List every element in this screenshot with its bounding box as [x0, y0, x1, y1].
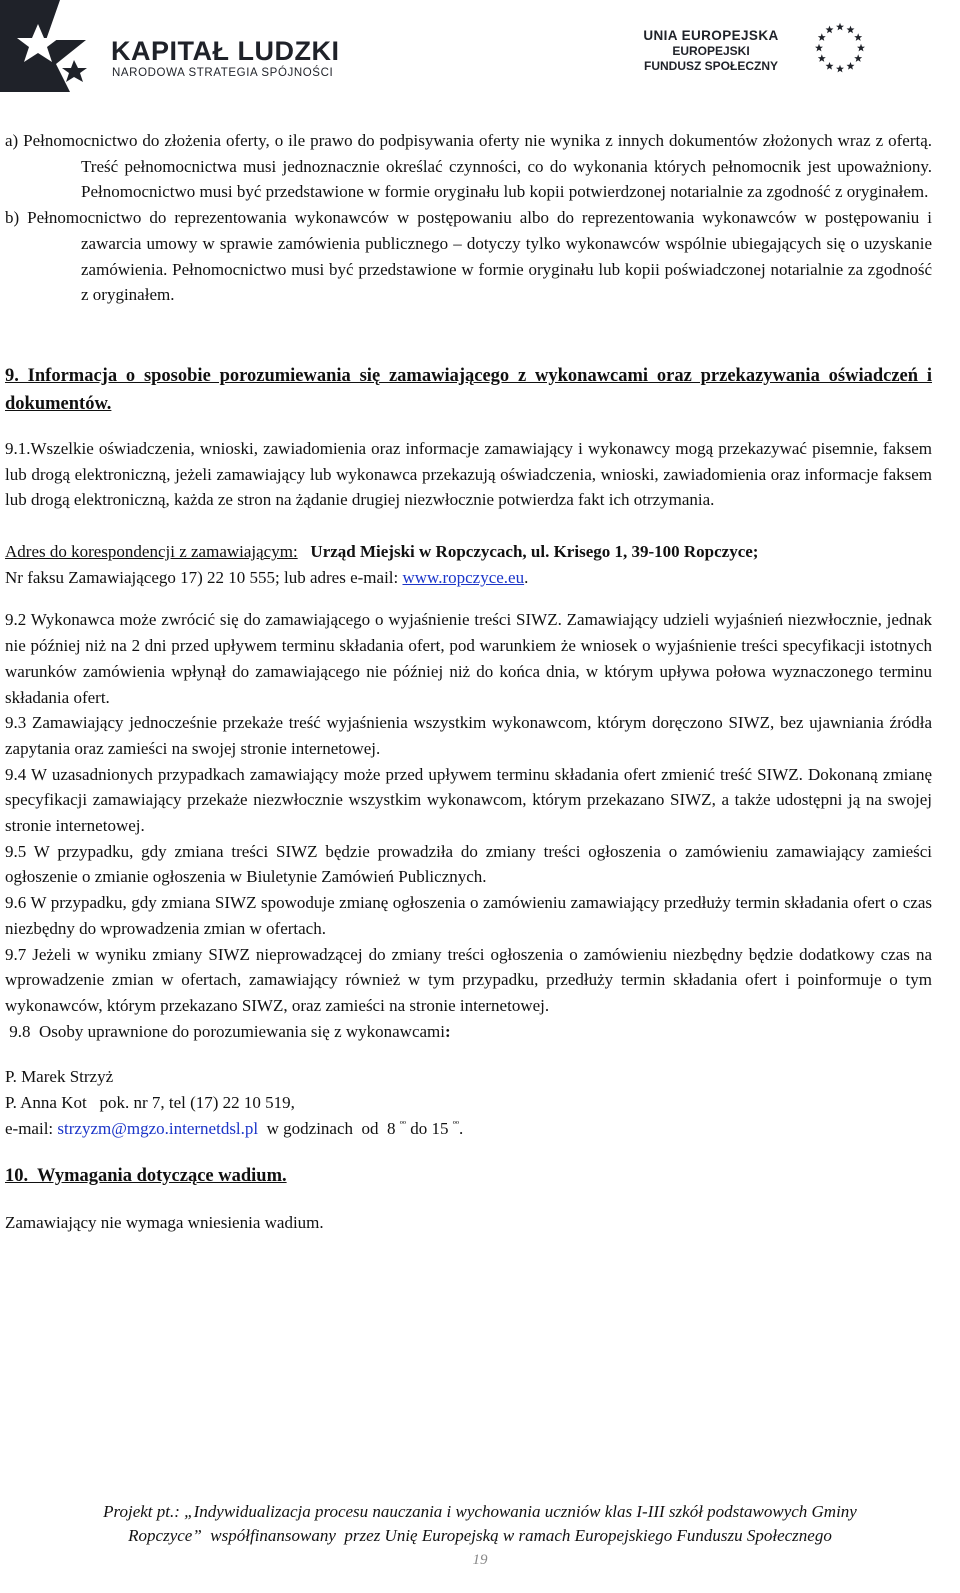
contact-person-2: P. Anna Kot pok. nr 7, tel (17) 22 10 519, — [5, 1093, 295, 1113]
paragraph-9-3: 9.3 Zamawiający jednocześnie przekaże treść wyjaśnienia wszystkim wykonawcom, którym doręczono SIWZ, bez ujawniania źródła zapytania oraz zamieści na swojej stronie internetowej. — [5, 713, 932, 758]
kapital-ludzki-logo — [0, 0, 380, 92]
website-link[interactable]: www.ropczyce.eu — [402, 567, 525, 587]
eu-logo-text — [632, 28, 790, 73]
eu-star-icon — [847, 26, 855, 34]
contact-person-1: P. Marek Strzyż — [5, 1067, 114, 1087]
paragraph-9-5: 9.5 W przypadku, gdy zmiana treści SIWZ będzie prowadziła do zmiany treści ogłoszenia o zamówieniu zamawiający zamieści ogłoszenie o zmianie ogłoszenia w Biuletynie Zamówień Publicznych. — [5, 841, 932, 887]
section-10-heading: 10. Wymagania dotyczące wadium. — [5, 1165, 287, 1186]
email-label: e-mail: — [5, 1118, 58, 1138]
page-number: 19 — [472, 1552, 488, 1568]
hours-end: . — [458, 1118, 464, 1138]
document-body — [5, 128, 932, 1235]
eu-line-2: EUROPEJSKI — [672, 44, 750, 58]
eu-flag-stars-icon — [804, 20, 876, 76]
address-block — [5, 539, 932, 590]
hours-sup-2: ºº — [452, 1119, 459, 1131]
kapital-ludzki-logo-icon — [0, 0, 98, 92]
paragraph-9-8-text: 9.8 Osoby uprawnione do porozumiewania się z wykonawcami — [5, 1021, 445, 1041]
eu-star-icon — [847, 62, 855, 70]
section-9-heading: 9. Informacja o sposobie porozumiewania się zamawiającego z wykonawcami oraz przekazywania oświadczeń i dokumentów. — [5, 365, 932, 414]
page-footer — [0, 1500, 960, 1572]
paragraph-b: b) Pełnomocnictwo do reprezentowania wykonawców w postępowaniu albo do reprezentowania wykonawców w postępowaniu i zawarcia umowy w sprawie zamówienia publicznego – dotyczy tylko wykonawców wspólnie ubiegających się o uzyskanie zamówienia. Pełnomocnictwo musi być przedstawione w formie oryginału lub kopii poświadczonej notarialnie za zgodność z oryginałem. — [5, 208, 932, 305]
eu-star-icon — [836, 65, 844, 73]
paragraph-9-8 — [5, 1019, 932, 1045]
paragraph-9-1: 9.1.Wszelkie oświadczenia, wnioski, zawiadomienia oraz informacje zamawiający i wykonawcy mogą przekazywać pisemnie, faksem lub drogą elektroniczną, jeżeli zamawiający lub wykonawca przekazują oświadczenia, wnioski, zawiadomienia oraz informacje faksem lub drogą elektroniczną, każda ze stron na żądanie drugiej niezwłocznie potwierdza fakt ich otrzymania. — [5, 438, 932, 510]
hours-sup-1: ºº — [399, 1119, 406, 1131]
paragraph-9-2: 9.2 Wykonawca może zwrócić się do zamawiającego o wyjaśnienie treści SIWZ. Zamawiający udzieli wyjaśnień niezwłocznie, jednak nie później niż na 2 dni przed upływem terminu składania ofert, pod warunkiem że wniosek o wyjaśnienie treści specyfikacji istotnych warunków zamówienia wpłynął do zamawiającego nie później niż do końca dnia, w którym upływa połowa wyznaczonego terminu składania ofert. — [5, 610, 932, 707]
paragraph-9-8-colon: : — [445, 1021, 451, 1041]
hours-a: w godzinach od 8 — [258, 1118, 400, 1138]
hours-b: do 15 — [405, 1118, 453, 1138]
eu-star-icon — [857, 44, 865, 52]
kapital-ludzki-subtitle: NARODOWA STRATEGIA SPÓJNOŚCI — [112, 67, 334, 79]
eu-line-1: UNIA EUROPEJSKA — [643, 28, 779, 43]
eu-star-icon — [836, 23, 844, 31]
paragraph-9-7: 9.7 Jeżeli w wyniku zmiany SIWZ nieprowadzącej do zmiany treści ogłoszenia o zamówieniu niezbędny będzie dodatkowy czas na wprowadzenie zmian w ofertach, zamawiający również w tym przypadku, przedłuży termin składania ofert i poinformuje o tym wykonawców, którym przekazano SIWZ, oraz zamieści na stronie internetowej. — [5, 944, 932, 1015]
fax-text: Nr faksu Zamawiającego 17) 22 10 555; lub adres e-mail: — [5, 567, 403, 587]
eu-star-icon — [826, 62, 834, 70]
footer-line-1: Projekt pt.: „Indywidualizacja procesu nauczania i wychowania uczniów klas I-III szkół podstawowych Gminy — [103, 1502, 857, 1521]
address-label: Adres do korespondencji z zamawiającym: — [5, 542, 298, 562]
eu-star-icon — [826, 26, 834, 34]
paragraph-10: Zamawiający nie wymaga wniesienia wadium. — [5, 1212, 324, 1232]
paragraph-a: a) Pełnomocnictwo do złożenia oferty, o ile prawo do podpisywania oferty nie wynika z innych dokumentów złożonych wraz z ofertą. Treść pełnomocnictwa musi jednoznacznie określać czynności, co do wykonania których pełnomocnik jest upoważniony. Pełnomocnictwo musi być przedstawione w formie oryginału lub kopii potwierdzonej notarialnie za zgodność z oryginałem. — [5, 131, 932, 202]
contact-block — [5, 1064, 932, 1141]
email-link[interactable]: strzyzm@mgzo.internetdsl.pl — [57, 1118, 259, 1138]
kapital-ludzki-title: KAPITAŁ LUDZKI — [111, 36, 340, 66]
eu-star-icon — [818, 54, 826, 62]
eu-star-icon — [818, 33, 826, 41]
address-end: . — [524, 567, 529, 587]
eu-line-3: FUNDUSZ SPOŁECZNY — [643, 59, 778, 73]
footer-line-2: Ropczyce” współfinansowany przez Unię Europejską w ramach Europejskiego Funduszu Społecznego — [128, 1526, 832, 1545]
address-value: Urząd Miejski w Ropczycach, ul. Krisego 1, 39-100 Ropczyce; — [310, 542, 759, 562]
paragraph-9-4: 9.4 W uzasadnionych przypadkach zamawiający może przed upływem terminu składania ofert zmienić treść SIWZ. Dokonaną zmianę specyfikacji zamawiający przekaże niezwłocznie wszystkim wykonawcom, którym przekazano SIWZ, a także udostępni ją na swojej stronie internetowej. — [5, 764, 932, 836]
eu-star-icon — [854, 54, 862, 62]
eu-star-icon — [854, 33, 862, 41]
eu-star-icon — [815, 44, 823, 52]
paragraph-9-6: 9.6 W przypadku, gdy zmiana SIWZ spowoduje zmianę ogłoszenia o zamówieniu zamawiający przedłuży termin składania ofert o czas niezbędny do wprowadzenia zmian w ofertach. — [5, 893, 932, 938]
